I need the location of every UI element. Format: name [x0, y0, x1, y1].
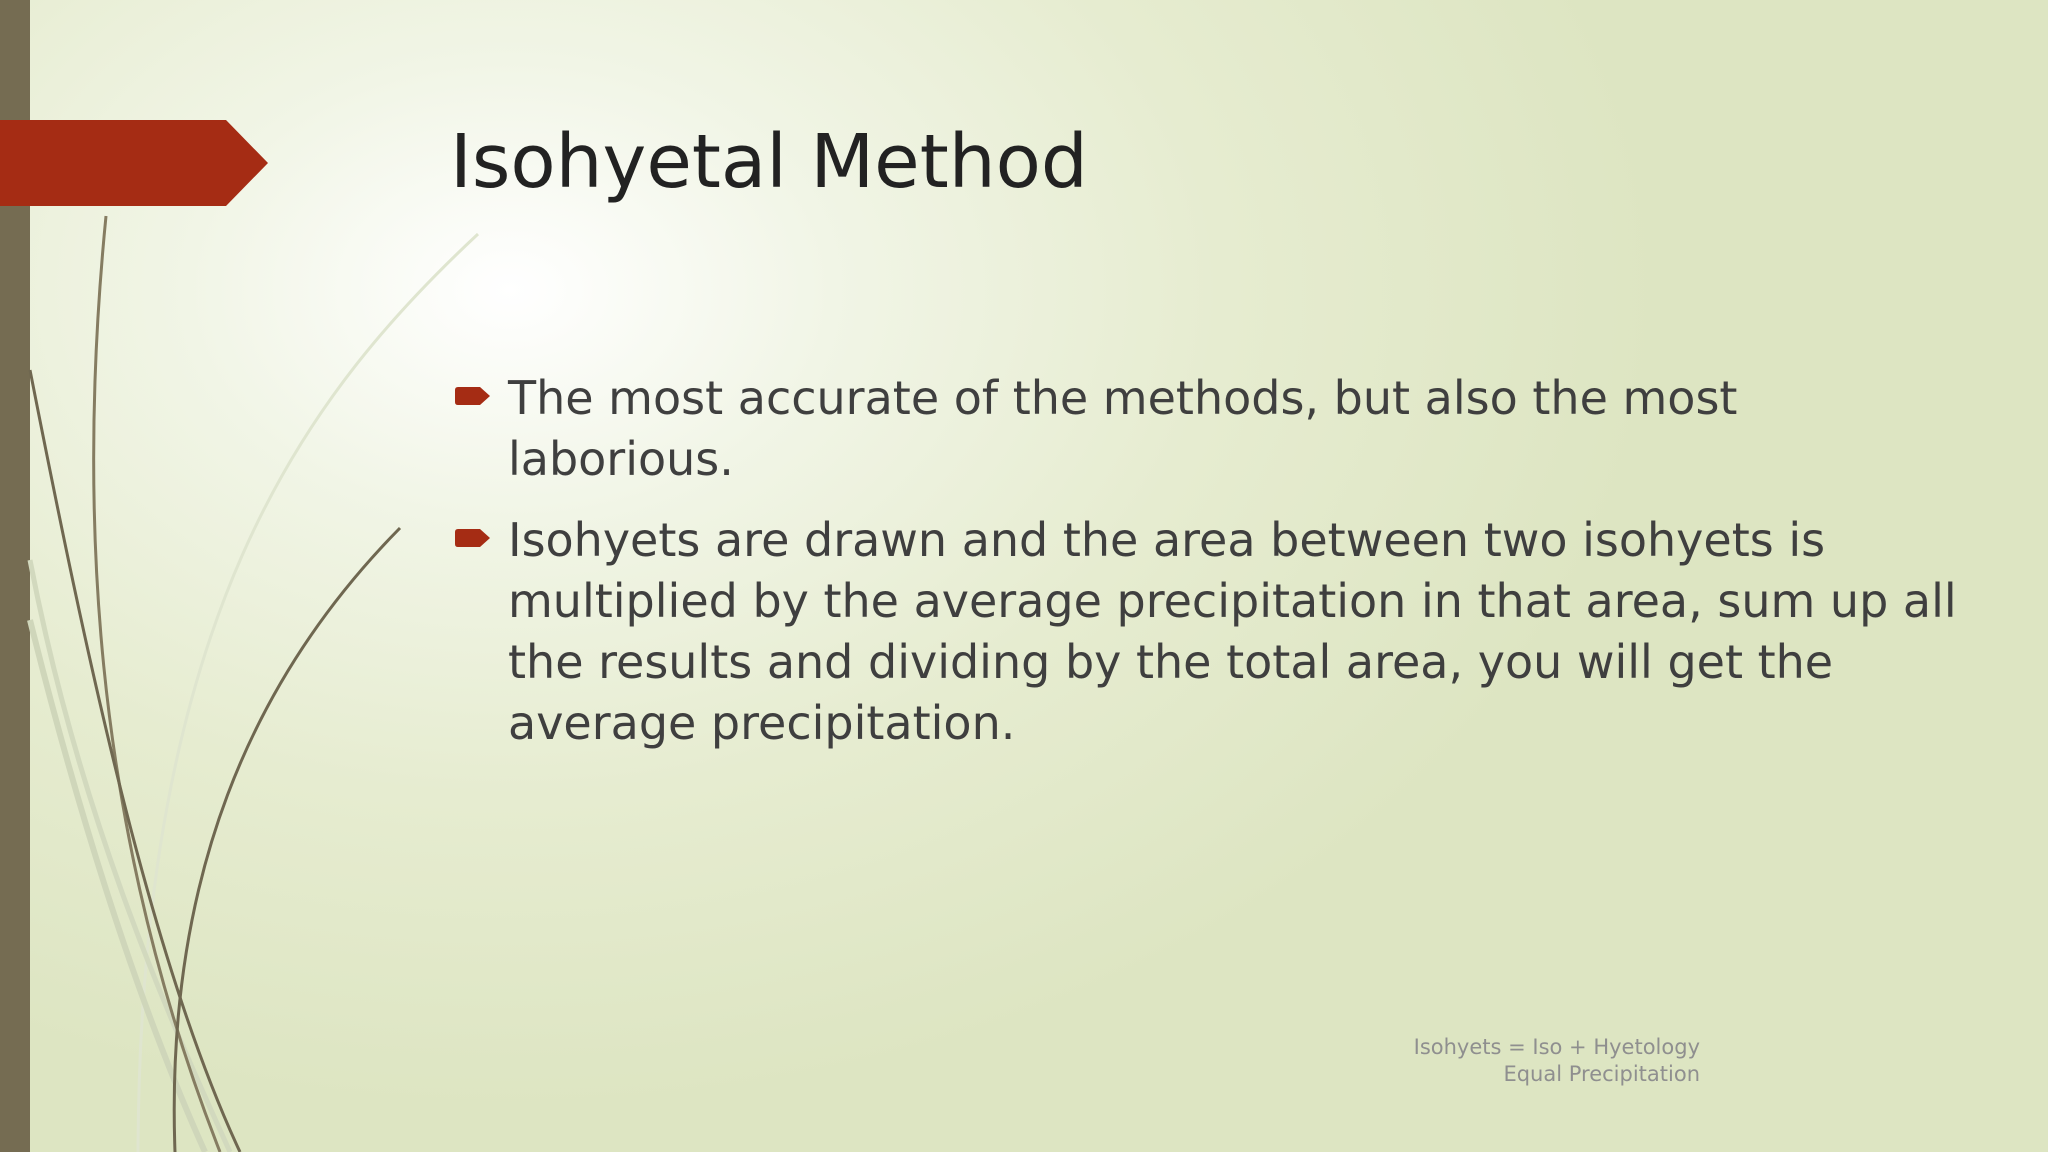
- arrow-bullet-icon: [454, 385, 492, 407]
- arrow-bullet-icon: [454, 527, 492, 549]
- footnote: [1414, 1034, 1700, 1088]
- footnote-line-2: Equal Precipitation: [1503, 1062, 1700, 1086]
- bullet-item: [450, 368, 1950, 490]
- bullet-item: [450, 510, 1957, 754]
- bullet-list: [450, 368, 1957, 774]
- slide-title: Isohyetal Method: [450, 119, 1088, 205]
- footnote-line-1: Isohyets = Iso + Hyetology: [1413, 1035, 1700, 1059]
- bullet-text: Isohyets are drawn and the area between two isohyets is multiplied by the average precipitation in that area, sum up all the results and dividing by the total area, you will get the average precipitation.: [508, 513, 1957, 750]
- title-accent-tab: [0, 120, 268, 206]
- bullet-text: The most accurate of the methods, but also the most laborious.: [508, 371, 1738, 486]
